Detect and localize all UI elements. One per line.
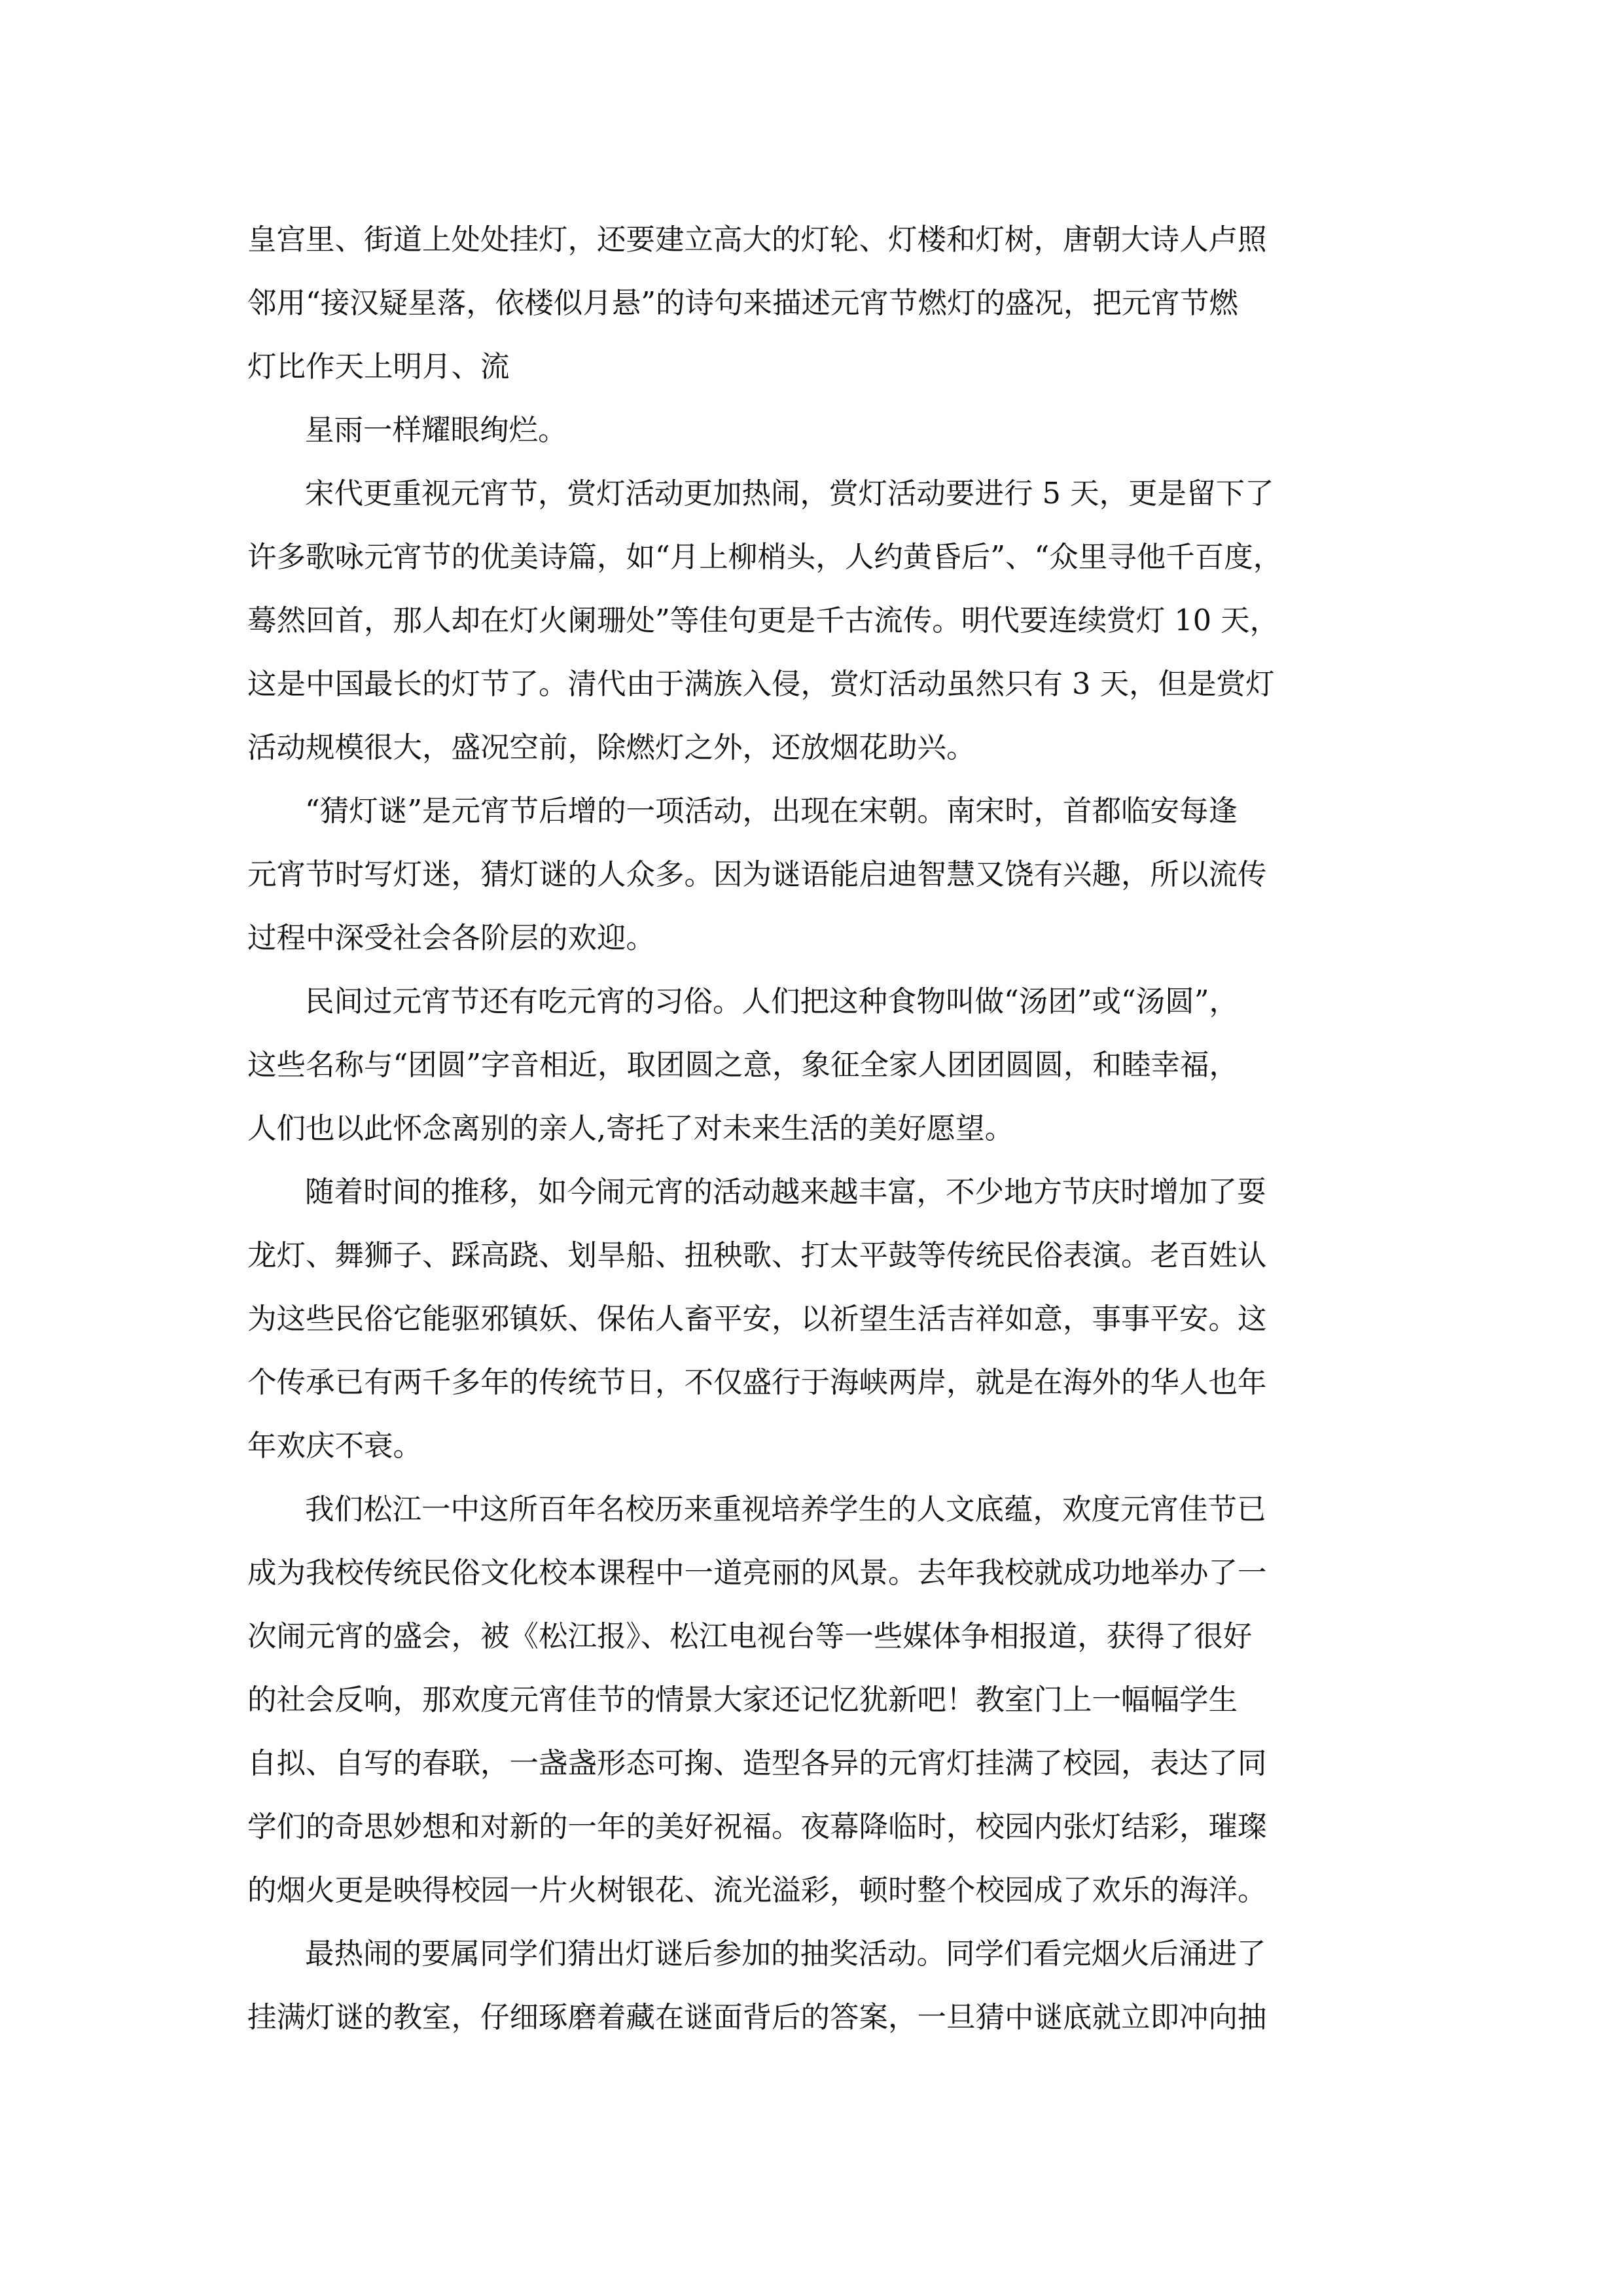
text-line: 龙灯、舞狮子、踩高跷、划旱船、扭秧歌、打太平鼓等传统民俗表演。老百姓认 (247, 1239, 1267, 1272)
text-line: 过程中深受社会各阶层的欢迎。 (247, 922, 656, 955)
text-line: 挂满灯谜的教室，仔细琢磨着藏在谜面背后的答案，一旦猜中谜底就立即冲向抽 (247, 2001, 1267, 2034)
text-line: 民间过元宵节还有吃元宵的习俗。人们把这种食物叫做“汤团”或“汤圆”， (305, 985, 1239, 1018)
text-line: 的社会反响，那欢度元宵佳节的情景大家还记忆犹新吧！教室门上一幅幅学生 (247, 1683, 1238, 1717)
text-line: 为这些民俗它能驱邪镇妖、保佑人畜平安，以祈望生活吉祥如意，事事平安。这 (247, 1302, 1267, 1336)
text-line: 元宵节时写灯迷，猜灯谜的人众多。因为谜语能启迪智慧又饶有兴趣，所以流传 (247, 858, 1267, 891)
text-line: “猜灯谜”是元宵节后增的一项活动，出现在宋朝。南宋时，首都临安每逢 (305, 795, 1238, 828)
text-line: 成为我校传统民俗文化校本课程中一道亮丽的风景。去年我校就成功地举办了一 (247, 1556, 1267, 1590)
text-line: 次闹元宵的盛会，被《松江报》、松江电视台等一些媒体争相报道，获得了很好 (247, 1620, 1253, 1653)
text-line: 学们的奇思妙想和对新的一年的美好祝福。夜幕降临时，校园内张灯结彩，璀璨 (247, 1810, 1267, 1844)
text-line: 自拟、自写的春联，一盏盏形态可掬、造型各异的元宵灯挂满了校园，表达了同 (247, 1747, 1267, 1780)
text-line: 活动规模很大，盛况空前，除燃灯之外，还放烟花助兴。 (247, 731, 976, 764)
document-body (247, 208, 1386, 2049)
text-line: 人们也以此怀念离别的亲人,寄托了对未来生活的美好愿望。 (247, 1112, 1014, 1145)
text-line: 宋代更重视元宵节，赏灯活动更加热闹，赏灯活动要进行 5 天，更是留下了 (305, 477, 1274, 511)
text-line: 最热闹的要属同学们猜出灯谜后参加的抽奖活动。同学们看完烟火后涌进了 (305, 1937, 1266, 1971)
text-line: 许多歌咏元宵节的优美诗篇，如“月上柳梢头，人约黄昏后”、“众里寻他千百度， (247, 541, 1283, 574)
text-line: 我们松江一中这所百年名校历来重视培养学生的人文底蕴，欢度元宵佳节已 (305, 1493, 1266, 1526)
text-line: 随着时间的推移，如今闹元宵的活动越来越丰富，不少地方节庆时增加了耍 (305, 1175, 1266, 1209)
text-line: 星雨一样耀眼绚烂。 (305, 414, 567, 447)
text-line: 这些名称与“团圆”字音相近，取团圆之意，象征全家人团团圆圆，和睦幸福， (247, 1049, 1239, 1082)
text-line: 邻用“接汉疑星落，依楼似月悬”的诗句来描述元宵节燃灯的盛况，把元宵节燃 (247, 287, 1239, 320)
text-line: 蓦然回首，那人却在灯火阑珊处”等佳句更是千古流传。明代要连续赏灯 10 天， (247, 604, 1279, 637)
text-line: 皇宫里、街道上处处挂灯，还要建立高大的灯轮、灯楼和灯树，唐朝大诗人卢照 (247, 223, 1267, 257)
text-line: 的烟火更是映得校园一片火树银花、流光溢彩，顿时整个校园成了欢乐的海洋。 (247, 1874, 1267, 1907)
text-line: 这是中国最长的灯节了。清代由于满族入侵，赏灯活动虽然只有 3 天，但是赏灯 (247, 668, 1275, 701)
text-line: 个传承已有两千多年的传统节日，不仅盛行于海峡两岸，就是在海外的华人也年 (247, 1366, 1267, 1399)
text-line: 灯比作天上明月、流 (247, 350, 510, 384)
text-line: 年欢庆不衰。 (247, 1429, 423, 1463)
